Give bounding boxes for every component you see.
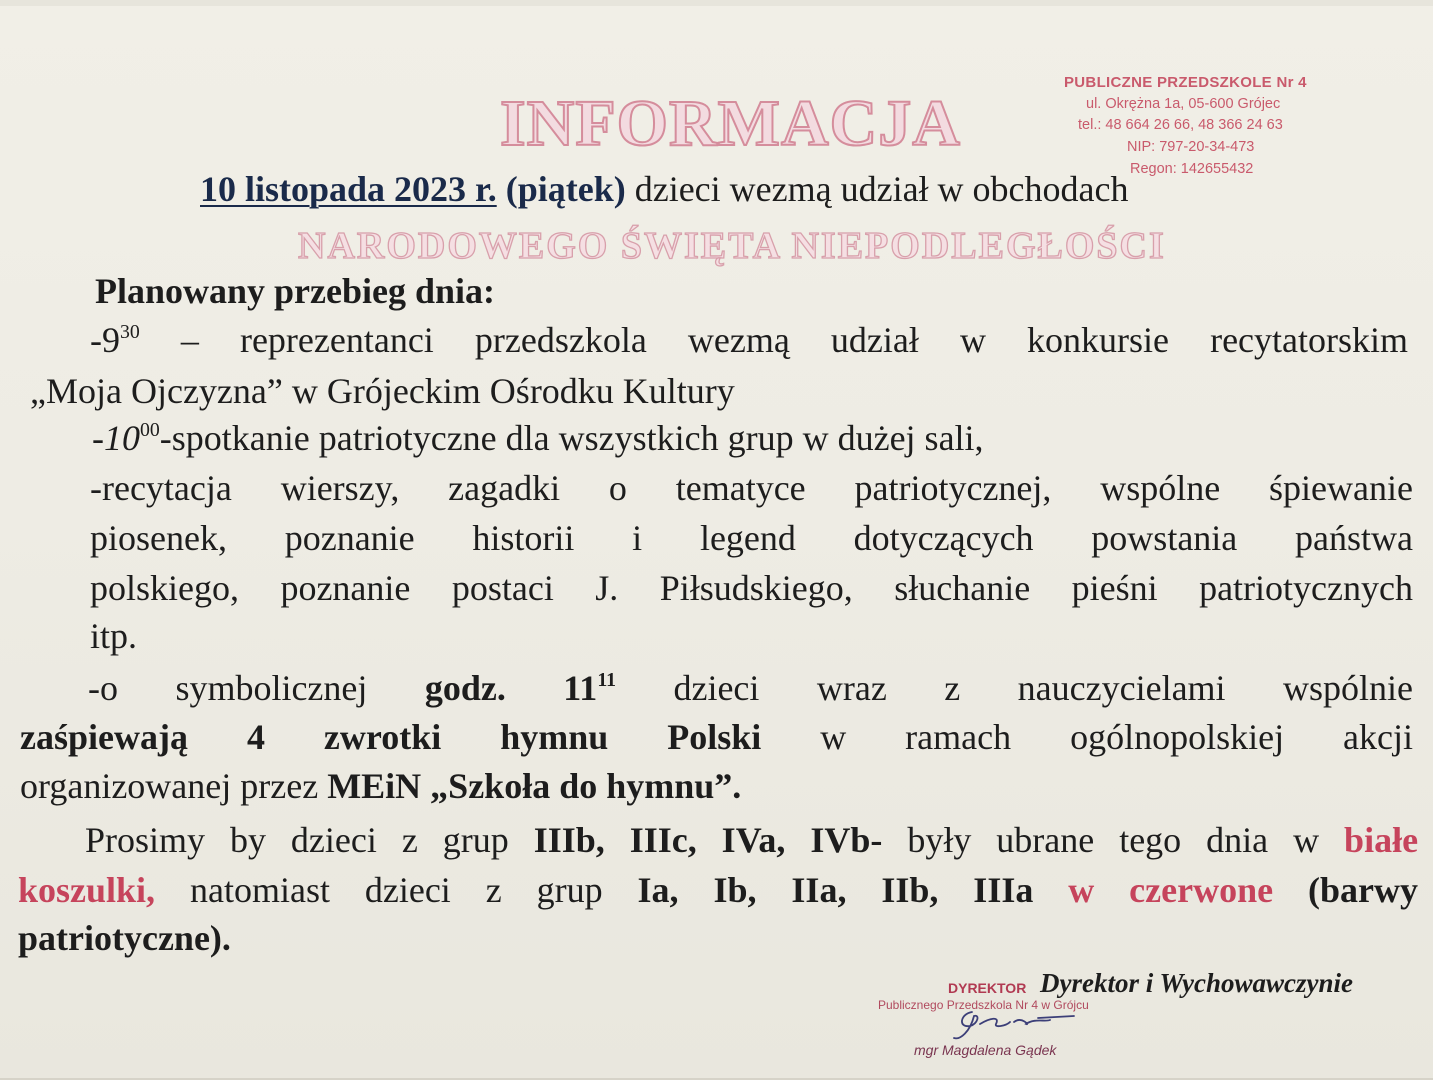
time-hour: 9 (102, 320, 120, 360)
director-stamp-institution: Publicznego Przedszkola Nr 4 w Grójcu (878, 998, 1089, 1012)
item-dash: - (90, 320, 102, 360)
groups-red: Ia, Ib, IIa, IIb, IIIa (637, 870, 1034, 910)
stamp-line-name: PUBLICZNE PRZEDSZKOLE Nr 4 (1064, 74, 1307, 91)
groups-white: IIIb, IIIc, IVa, IVb- (533, 820, 883, 860)
item-text: -o symbolicznej (88, 668, 368, 708)
time-minute: 00 (140, 419, 160, 442)
request-text: (barwy (1308, 870, 1419, 910)
document-title: INFORMACJA (500, 87, 961, 160)
plan-item3-line1: -recytacja wierszy, zagadki o tematyce patriotycznej, wspólne śpiewanie (90, 468, 1413, 508)
stamp-line-nip: NIP: 797-20-34-473 (1127, 139, 1255, 155)
paper-sheet (0, 6, 1433, 1080)
anthem-text: zaśpiewają 4 zwrotki hymnu Polski (20, 717, 762, 757)
request-line1 (85, 822, 1418, 858)
director-name: mgr Magdalena Gądek (914, 1042, 1057, 1058)
plan-item4-line2 (20, 719, 1413, 755)
handwritten-signature (950, 1004, 1080, 1044)
item-dash: - (92, 418, 104, 458)
plan-item-1000 (92, 420, 984, 456)
item-text: w ramach ogólnopolskiej akcji (820, 717, 1413, 757)
white-color-word: koszulki, (18, 870, 156, 910)
plan-item-930 (90, 322, 1408, 358)
request-text: Prosimy by dzieci z grup (85, 820, 509, 860)
stamp-line-address: ul. Okrężna 1a, 05-600 Grójec (1086, 96, 1281, 112)
plan-item4-line3 (20, 768, 741, 804)
plan-item4-line1 (88, 670, 1413, 706)
time-minute: 30 (120, 321, 140, 344)
campaign-name: MEiN „Szkoła do hymnu”. (327, 766, 742, 806)
event-name-stamp: NARODOWEGO ŚWIĘTA NIEPODLEGŁOŚCI (298, 225, 1166, 267)
event-date: 10 listopada 2023 r. (200, 169, 497, 209)
plan-item3-line2: piosenek, poznanie historii i legend dotyczących powstania państwa (90, 518, 1413, 558)
plan-item3-line3: polskiego, poznanie postaci J. Piłsudskiego, słuchanie pieśni patriotycznych (90, 568, 1413, 608)
closing-signature: Dyrektor i Wychowawczynie (1040, 968, 1353, 998)
event-day: (piątek) (505, 169, 626, 209)
plan-item-930-cont: „Moja Ojczyzna” w Grójeckim Ośrodku Kultury (30, 371, 735, 411)
plan-item3-line4: itp. (90, 616, 138, 656)
stamp-line-regon: Regon: 142655432 (1130, 161, 1254, 177)
stamp-line-phone: tel.: 48 664 26 66, 48 366 24 63 (1078, 117, 1283, 133)
item-text: dzieci wraz z nauczycielami wspólnie (673, 668, 1413, 708)
red-color-word: w czerwone (1068, 870, 1274, 910)
item-text: organizowanej przez (20, 766, 319, 806)
time-sup: 11 (597, 669, 617, 692)
time-label: godz. 11 (424, 668, 598, 708)
director-stamp-role: DYREKTOR (948, 980, 1027, 996)
time-hour: 10 (104, 418, 140, 458)
request-text: były ubrane tego dnia w (907, 820, 1320, 860)
intro-line (200, 171, 1129, 207)
white-color-word: białe (1344, 820, 1419, 860)
item-text: – reprezentanci przedszkola wezmą udział w konkursie recytatorskim (180, 320, 1409, 360)
intro-text: dzieci wezmą udział w obchodach (634, 169, 1129, 209)
request-line2 (18, 872, 1418, 908)
request-text: natomiast dzieci z grup (189, 870, 603, 910)
item-text: -spotkanie patriotyczne dla wszystkich grup w dużej sali, (159, 418, 984, 458)
request-line3: patriotyczne). (18, 918, 231, 958)
plan-heading: Planowany przebieg dnia: (95, 271, 496, 311)
